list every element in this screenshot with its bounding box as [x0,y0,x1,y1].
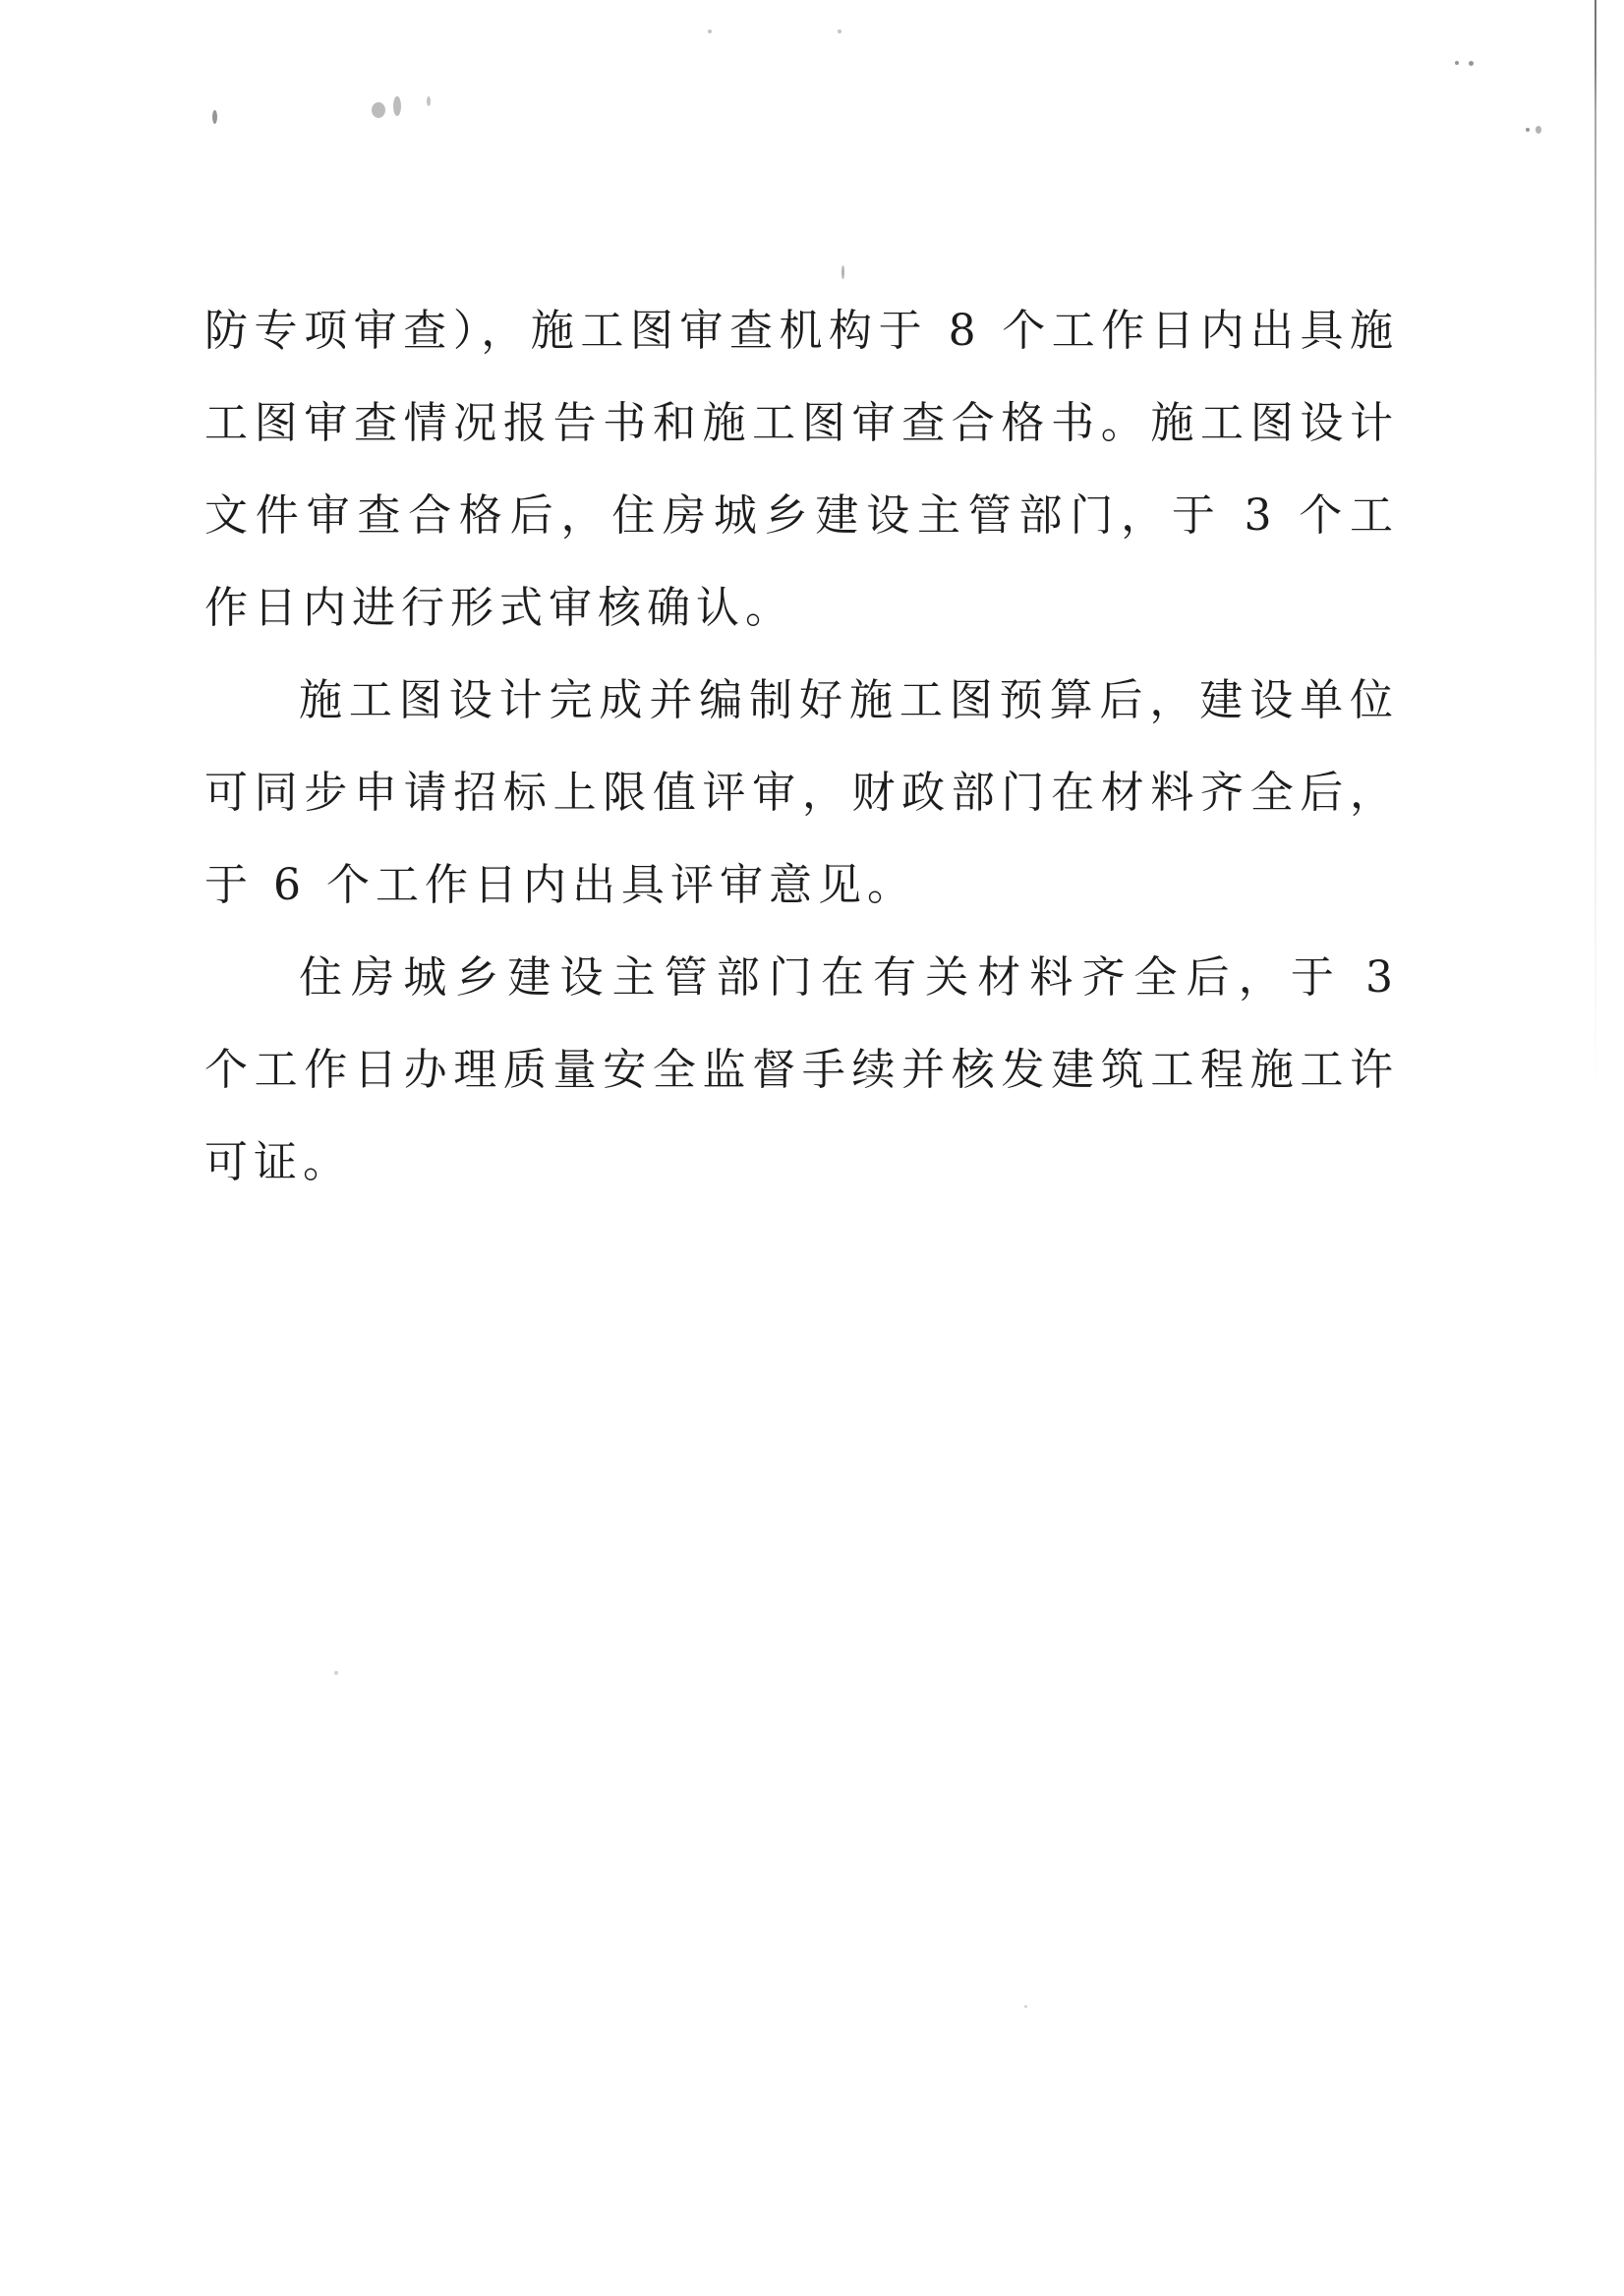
paragraph-construction-permit: 住房城乡建设主管部门在有关材料齐全后，于 3 个工作日办理质量安全监督手续并核发建筑工程施工许可证。 [204,952,1399,1187]
scan-speck [372,102,385,118]
scan-speck [838,29,841,33]
scan-speck [1526,128,1530,132]
scan-speck [212,110,217,124]
scan-speck [1469,61,1474,66]
document-body [204,285,1399,1209]
scan-speck [1024,2005,1027,2008]
paragraph-review-approval: 防专项审查），施工图审查机构于 8 个工作日内出具施工图审查情况报告书和施工图审查合格书。施工图设计文件审查合格后，住房城乡建设主管部门，于 3 个工作日内进行形式审核确认。 [204,306,1399,633]
scan-speck [334,1671,338,1675]
scan-speck [1536,126,1541,134]
scan-speck [708,29,712,33]
scan-speck [1455,61,1459,65]
paragraph-bid-ceiling-review: 施工图设计完成并编制好施工图预算后，建设单位可同步申请招标上限值评审，财政部门在材料齐全后，于 6 个工作日内出具评审意见。 [204,675,1399,910]
scan-edge-shadow [1595,0,1596,1111]
scan-speck [841,265,844,279]
scan-speck [427,96,431,106]
scan-speck [393,96,401,116]
